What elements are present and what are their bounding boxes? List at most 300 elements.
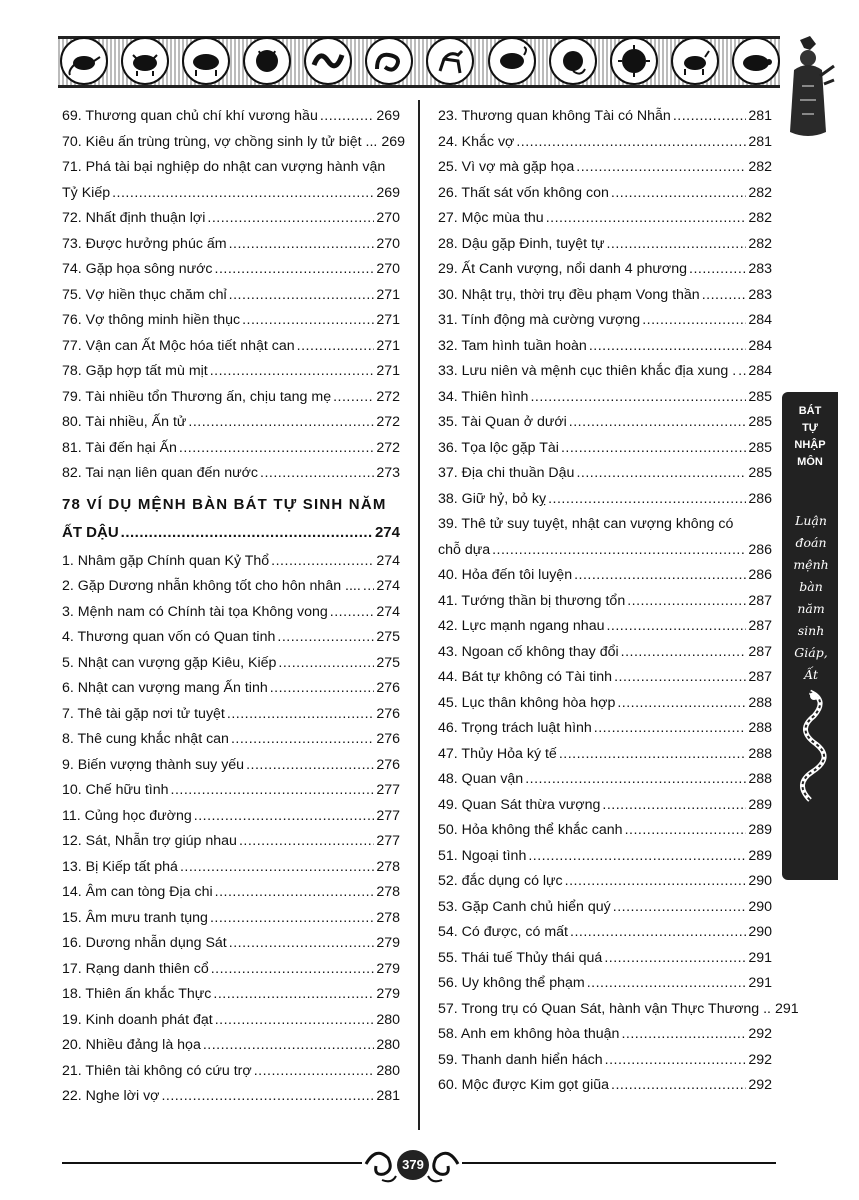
toc-entry [62, 855, 400, 881]
toc-entry [62, 931, 400, 957]
toc-entry-title: 75. Vợ hiền thục chăm chỉ [62, 286, 227, 303]
toc-entry [62, 308, 400, 334]
toc-entry [62, 104, 400, 130]
toc-entry-page: 288 [748, 745, 772, 762]
dot-leader [242, 308, 374, 334]
dot-leader [617, 691, 746, 717]
toc-entry [438, 971, 772, 997]
dot-leader [229, 283, 375, 309]
toc-entry [62, 385, 400, 411]
toc-entry-page: 287 [748, 643, 772, 660]
toc-entry-page: 277 [376, 833, 400, 849]
toc-entry-title: 31. Tính động mà cường vượng [438, 312, 641, 328]
toc-entry-title: 15. Âm mưu tranh tụng [62, 909, 208, 926]
dot-leader [606, 232, 746, 258]
toc-entry-page: 289 [748, 822, 772, 838]
dot-leader [627, 589, 746, 615]
toc-entry-page: 279 [376, 960, 400, 977]
toc-entry-title: 5. Nhật can vượng gặp Kiêu, Kiếp [62, 654, 277, 671]
toc-entry-page: 292 [748, 1051, 772, 1068]
toc-entry-page: 290 [748, 898, 772, 915]
dot-leader [611, 181, 746, 207]
toc-entry [438, 232, 772, 258]
toc-entry-title: 48. Quan vận [438, 771, 524, 787]
toc-entry-page: 288 [748, 720, 772, 736]
toc-entry [62, 334, 400, 360]
toc-entry-page: 291 [775, 1000, 799, 1017]
toc-entry [438, 257, 772, 283]
toc-entry [62, 1033, 400, 1059]
toc-entry-page: 269 [376, 108, 400, 124]
toc-entry-page: 277 [376, 782, 400, 798]
toc-entry [438, 742, 772, 768]
side-tab-subtitle-line: Luận [795, 513, 827, 528]
dot-leader [570, 920, 746, 946]
dot-leader [210, 906, 374, 932]
toc-entry-title: 49. Quan Sát thừa vượng [438, 796, 601, 813]
toc-entry-title: 79. Tài nhiều tổn Thương ấn, chịu tang mẹ [62, 388, 332, 405]
toc-entry [62, 804, 400, 830]
dot-leader [210, 359, 375, 385]
toc-entry-title: 14. Âm can tòng Địa chi [62, 884, 213, 900]
toc-entry [62, 676, 400, 702]
dot-leader [516, 130, 746, 156]
section-heading-page-line [62, 519, 400, 547]
toc-entry [62, 574, 400, 600]
toc-entry [438, 436, 772, 462]
side-tab-title-line: BÁT [798, 405, 822, 417]
toc-entry-page: 278 [376, 884, 400, 900]
toc-entry [62, 461, 400, 487]
side-tab-subtitle-line: Ất [803, 667, 819, 682]
toc-entry-title: 23. Thương quan không Tài có Nhẫn [438, 108, 671, 124]
toc-entry [438, 181, 772, 207]
side-tab-subtitle-line: sinh [797, 623, 825, 638]
monkey-icon [549, 37, 597, 85]
toc-entry-title: 11. Củng học đường [62, 807, 192, 824]
toc-entry [62, 232, 400, 258]
toc-entry-page: 278 [376, 858, 400, 875]
toc-entry [62, 753, 400, 779]
toc-entry-page: 275 [376, 654, 400, 671]
toc-entry-page: 272 [376, 388, 400, 405]
toc-entry-title: 4. Thương quan vốn có Quan tinh [62, 629, 276, 645]
toc-entry-title: 81. Tài đến hại Ấn [62, 439, 177, 456]
side-tab-subtitle-line: năm [797, 601, 825, 616]
toc-entry-title: 76. Vợ thông minh hiền thục [62, 312, 241, 328]
dot-leader [330, 600, 375, 626]
dot-leader [587, 971, 747, 997]
toc-entry [438, 997, 799, 1023]
toc-entry-title: 45. Lục thân không hòa hợp [438, 694, 616, 711]
toc-entry-page: 271 [376, 337, 400, 354]
dot-leader [602, 793, 746, 819]
toc-entry-title: 33. Lưu niên và mệnh cục thiên khắc địa xung . [438, 363, 737, 379]
toc-entry-page: 283 [748, 286, 772, 303]
toc-entry-title: 58. Anh em không hòa thuận [438, 1026, 620, 1042]
toc-entry-title: 13. Bị Kiếp tất phá [62, 858, 178, 875]
toc-entry-title: 39. Thê tử suy tuyệt, nhật can vượng không có [438, 516, 734, 532]
toc-entry-page: 287 [748, 618, 772, 634]
toc-entry [62, 1059, 400, 1085]
dot-leader [363, 574, 375, 600]
toc-entry-page: 272 [376, 439, 400, 456]
zodiac-icon-row [60, 37, 780, 87]
toc-entry-title: 19. Kinh doanh phát đạt [62, 1011, 213, 1028]
toc-entry [62, 181, 400, 207]
toc-entry-page: 280 [376, 1037, 400, 1053]
toc-entry-page: 273 [376, 465, 400, 481]
rat-icon [60, 37, 108, 85]
toc-entry [62, 600, 400, 626]
toc-entry [438, 895, 772, 921]
toc-entry-title: 52. đắc dụng có lực [438, 873, 563, 889]
dot-leader [492, 538, 746, 564]
toc-entry-title: 53. Gặp Canh chủ hiển quý [438, 898, 611, 915]
toc-entry [62, 957, 400, 983]
toc-entry-title: 54. Có được, có mất [438, 924, 568, 940]
ox-icon [121, 37, 169, 85]
goat-icon [488, 37, 536, 85]
toc-entry-page: 286 [748, 567, 772, 583]
dot-leader [271, 549, 374, 575]
toc-entry-page: 277 [376, 807, 400, 824]
toc-entry-title: 71. Phá tài bại nghiệp do nhật can vượng hành vận [62, 159, 386, 175]
toc-entry-page: 276 [376, 731, 400, 747]
toc-entry [438, 385, 772, 411]
toc-entry-page: 288 [748, 771, 772, 787]
toc-entry [62, 436, 400, 462]
toc-entry-title: Tỷ Kiếp [62, 184, 111, 201]
dot-leader [738, 359, 746, 385]
side-tab-title [782, 404, 838, 472]
toc-entry-title: 47. Thủy Hỏa ký tế [438, 745, 557, 762]
column-divider [418, 100, 420, 1130]
toc-entry-title: 37. Địa chi thuần Dậu [438, 465, 575, 481]
toc-entry-title: 28. Dậu gặp Đinh, tuyệt tự [438, 235, 605, 252]
dot-leader [569, 410, 747, 436]
toc-entry-title: 55. Thái tuế Thủy thái quá [438, 949, 603, 966]
footer-rule-left [62, 1162, 362, 1164]
toc-entry-page: 282 [748, 235, 772, 252]
toc-entry-page: 292 [748, 1077, 772, 1093]
toc-entry-page: 281 [748, 133, 772, 150]
toc-entry-page: 281 [748, 108, 772, 124]
toc-entry-title: 73. Được hưởng phúc ấm [62, 235, 227, 252]
toc-entry-page: 284 [748, 312, 772, 328]
dot-leader [320, 104, 374, 130]
toc-entry-page: 291 [748, 949, 772, 966]
toc-entry-title: 25. Vì vợ mà gặp họa [438, 159, 575, 175]
toc-left-column [62, 104, 406, 1110]
toc-entry-page: 274 [376, 552, 400, 569]
dot-leader [621, 1022, 746, 1048]
dot-leader [689, 257, 746, 283]
toc-entry-title: 26. Thất sát vốn không con [438, 184, 609, 201]
section-heading-page: 274 [374, 523, 400, 541]
pig-icon [732, 37, 780, 85]
toc-entry [62, 982, 400, 1008]
toc-entry-page: 285 [748, 414, 772, 430]
dot-leader [613, 895, 747, 921]
toc-entry-title: 9. Biến vượng thành suy yếu [62, 756, 245, 773]
section-heading: 78 VÍ DỤ MỆNH BÀN BÁT TỰ SINH NĂM [62, 495, 387, 513]
toc-entry-title: 10. Chế hữu tình [62, 782, 169, 798]
toc-entry [438, 461, 772, 487]
dot-leader [231, 727, 374, 753]
side-tab-subtitle [786, 510, 836, 686]
toc-entry [438, 410, 772, 436]
dot-leader [207, 206, 374, 232]
toc-entry-title: 41. Tướng thần bị thương tổn [438, 592, 626, 609]
toc-entry-page: 289 [748, 796, 772, 813]
dot-leader [589, 334, 747, 360]
dot-leader [246, 753, 374, 779]
toc-entry [62, 778, 400, 804]
toc-entry [438, 512, 772, 538]
toc-entry [62, 1084, 400, 1110]
toc-entry [62, 410, 400, 436]
toc-entry-title: 20. Nhiều đảng là họa [62, 1037, 201, 1053]
toc-entry-page: 275 [376, 629, 400, 645]
toc-entry-title: 42. Lực mạnh ngang nhau [438, 618, 605, 634]
toc-entry-title: 7. Thê tài gặp nơi tử tuyệt [62, 705, 225, 722]
toc-entry-title: 82. Tai nạn liên quan đến nước [62, 465, 259, 481]
toc-entry [438, 691, 772, 717]
toc-entry-page: 270 [376, 261, 400, 277]
toc-entry [438, 359, 772, 385]
toc-entry-page: 284 [748, 363, 772, 379]
toc-entry-title: 6. Nhật can vượng mang Ấn tinh [62, 680, 268, 696]
toc-entry-title: 35. Tài Quan ở dưới [438, 414, 567, 430]
toc-entry-title: 50. Hỏa không thể khắc canh [438, 822, 623, 838]
toc-entry [438, 1073, 772, 1099]
dot-leader [604, 946, 746, 972]
toc-entry-title: 51. Ngoại tình [438, 847, 527, 864]
toc-entry-title: 22. Nghe lời vợ [62, 1088, 160, 1104]
rooster-icon [610, 37, 658, 85]
toc-entry-title: 70. Kiêu ấn trùng trùng, vợ chồng sinh ly tử biệt ... [62, 133, 378, 150]
toc-entry [438, 640, 772, 666]
toc-entry-page: 282 [748, 159, 772, 175]
dot-leader [546, 206, 747, 232]
toc-entry-title: 69. Thương quan chủ chí khí vương hầu [62, 108, 318, 124]
toc-entry-title: 78. Gặp hợp tất mù mịt [62, 363, 208, 379]
side-tab-title-line: MÔN [797, 456, 823, 468]
toc-entry-page: 285 [748, 465, 772, 481]
toc-entry-page: 285 [748, 439, 772, 456]
dot-leader [525, 767, 746, 793]
toc-entry-page: 283 [748, 261, 772, 277]
toc-entry [438, 1022, 772, 1048]
dog-icon [671, 37, 719, 85]
page-number: 379 [397, 1150, 429, 1180]
dot-leader [548, 487, 746, 513]
toc-entry-title: 36. Tọa lộc gặp Tài [438, 439, 559, 456]
dot-leader [227, 702, 374, 728]
dot-leader [605, 1048, 747, 1074]
toc-entry [438, 155, 772, 181]
toc-entry [62, 880, 400, 906]
dot-leader [229, 232, 375, 258]
toc-entry-title: 38. Giữ hỷ, bỏ kỵ [438, 490, 547, 507]
dot-leader [673, 104, 747, 130]
toc-entry-title: 40. Hỏa đến tôi luyện [438, 567, 573, 583]
toc-entry-page: 279 [376, 986, 400, 1002]
dot-leader [278, 651, 374, 677]
toc-entry-page: 285 [748, 388, 772, 405]
dot-leader [239, 829, 374, 855]
toc-entry-page: 282 [748, 210, 772, 226]
toc-entry-title: 1. Nhâm gặp Chính quan Kỷ Thổ [62, 552, 270, 569]
dot-leader [215, 257, 375, 283]
horse-icon [426, 37, 474, 85]
dot-leader [229, 931, 375, 957]
dot-leader [642, 308, 746, 334]
toc-entry-page: 274 [376, 603, 400, 620]
toc-entry-page: 280 [376, 1011, 400, 1028]
toc-entry-page: 290 [748, 873, 772, 889]
toc-entry-page: 281 [376, 1088, 400, 1104]
dot-leader [621, 640, 747, 666]
toc-entry [438, 869, 772, 895]
toc-entry-page: 286 [748, 490, 772, 507]
toc-entry-page: 280 [376, 1062, 400, 1079]
toc-entry [438, 206, 772, 232]
toc-entry [438, 946, 772, 972]
toc-entry [438, 334, 772, 360]
side-tab-title-line: TỰ [802, 422, 818, 434]
toc-entry-title: 12. Sát, Nhẫn trợ giúp nhau [62, 833, 237, 849]
toc-entry-title: 24. Khắc vợ [438, 133, 515, 150]
dot-leader [614, 665, 746, 691]
toc-entry [438, 130, 772, 156]
toc-entry [438, 308, 772, 334]
section-heading-line2: ẤT DẬU [62, 523, 119, 541]
toc-entry [438, 716, 772, 742]
dot-leader [625, 818, 747, 844]
dot-leader [260, 461, 374, 487]
toc-entry [438, 1048, 772, 1074]
dot-leader [611, 1073, 746, 1099]
dot-leader [180, 855, 374, 881]
toc-entry [62, 283, 400, 309]
dot-leader [194, 804, 375, 830]
toc-entry [438, 487, 772, 513]
toc-entry-title: 43. Ngoan cố không thay đổi [438, 643, 619, 660]
toc-entry-title: 44. Bát tự không có Tài tinh [438, 669, 613, 685]
side-tab-subtitle-line: đoán [795, 535, 827, 550]
toc-entry [62, 727, 400, 753]
toc-entry-page: 291 [748, 975, 772, 991]
toc-entry [62, 206, 400, 232]
dot-leader [297, 334, 375, 360]
toc-entry-page: 271 [376, 312, 400, 328]
toc-entry [438, 614, 772, 640]
toc-entry-page: 287 [748, 669, 772, 685]
tiger-icon [182, 37, 230, 85]
toc-entry-page: 269 [381, 133, 406, 150]
dot-leader [559, 742, 747, 768]
toc-entry-title: 72. Nhất định thuận lợi [62, 210, 206, 226]
side-tab-subtitle-line: Giáp, [794, 645, 828, 660]
toc-entry [438, 665, 772, 691]
toc-entry [438, 920, 772, 946]
dot-leader [203, 1033, 374, 1059]
dot-leader [171, 778, 375, 804]
toc-entry-title: 34. Thiên hình [438, 388, 529, 405]
toc-entry-title: chỗ dựa [438, 541, 491, 558]
toc-entry [438, 844, 772, 870]
footer-rule-right [462, 1162, 776, 1164]
toc-entry-page: 276 [376, 756, 400, 773]
toc-entry-page: 270 [376, 210, 400, 226]
dot-leader [215, 1008, 375, 1034]
dot-leader [112, 181, 374, 207]
toc-entry-page: 286 [748, 541, 772, 558]
toc-entry [438, 818, 772, 844]
dot-leader [565, 869, 747, 895]
toc-entry [438, 104, 772, 130]
dot-leader [215, 880, 375, 906]
toc-right-column [438, 104, 799, 1099]
toc-entry-title: 30. Nhật trụ, thời trụ đều phạm Vong thần [438, 286, 700, 303]
toc-entry [438, 589, 772, 615]
cat-icon [243, 37, 291, 85]
toc-entry-page: 289 [748, 847, 772, 864]
toc-entry-title: 59. Thanh danh hiển hách [438, 1051, 603, 1068]
toc-entry-title: 3. Mệnh nam có Chính tài tọa Không vong [62, 603, 328, 620]
toc-entry [62, 829, 400, 855]
toc-entry-title: 27. Mộc mùa thu [438, 210, 544, 226]
dot-leader [213, 982, 374, 1008]
dot-leader [528, 844, 746, 870]
dot-leader [576, 461, 746, 487]
toc-entry [62, 906, 400, 932]
toc-entry [62, 130, 406, 156]
toc-entry-page: 276 [376, 680, 400, 696]
toc-entry [438, 283, 772, 309]
dragon-icon [304, 37, 352, 85]
toc-entry-title: 77. Vận can Ất Mộc hóa tiết nhật can [62, 337, 295, 354]
toc-entry [62, 257, 400, 283]
toc-entry [62, 651, 400, 677]
dragon-icon [784, 686, 836, 806]
toc-entry [62, 625, 400, 651]
toc-entry-page: 276 [376, 705, 400, 722]
toc-entry [438, 767, 772, 793]
toc-entry-page: 271 [376, 286, 400, 303]
toc-entry-title: 74. Gặp họa sông nước [62, 261, 213, 277]
toc-entry-title: 80. Tài nhiều, Ấn tử [62, 414, 187, 430]
toc-entry-page: 274 [376, 578, 400, 594]
dot-leader [277, 625, 374, 651]
toc-entry-page: 292 [748, 1026, 772, 1042]
toc-entry-title: 2. Gặp Dương nhẫn không tốt cho hôn nhân .... [62, 578, 361, 594]
dot-leader [211, 957, 375, 983]
side-tab-subtitle-line: bàn [799, 579, 823, 594]
toc-entry [62, 155, 400, 181]
toc-entry-title: 57. Trong trụ có Quan Sát, hành vận Thực Thương .. [438, 1000, 771, 1017]
toc-entry [62, 549, 400, 575]
toc-entry-title: 8. Thê cung khắc nhật can [62, 731, 229, 747]
toc-entry-page: 288 [748, 694, 772, 711]
dot-leader [594, 716, 747, 742]
dot-leader [561, 436, 746, 462]
dot-leader [702, 283, 747, 309]
toc-entry-title: 56. Uy không thể phạm [438, 975, 585, 991]
toc-entry-page: 290 [748, 924, 772, 940]
